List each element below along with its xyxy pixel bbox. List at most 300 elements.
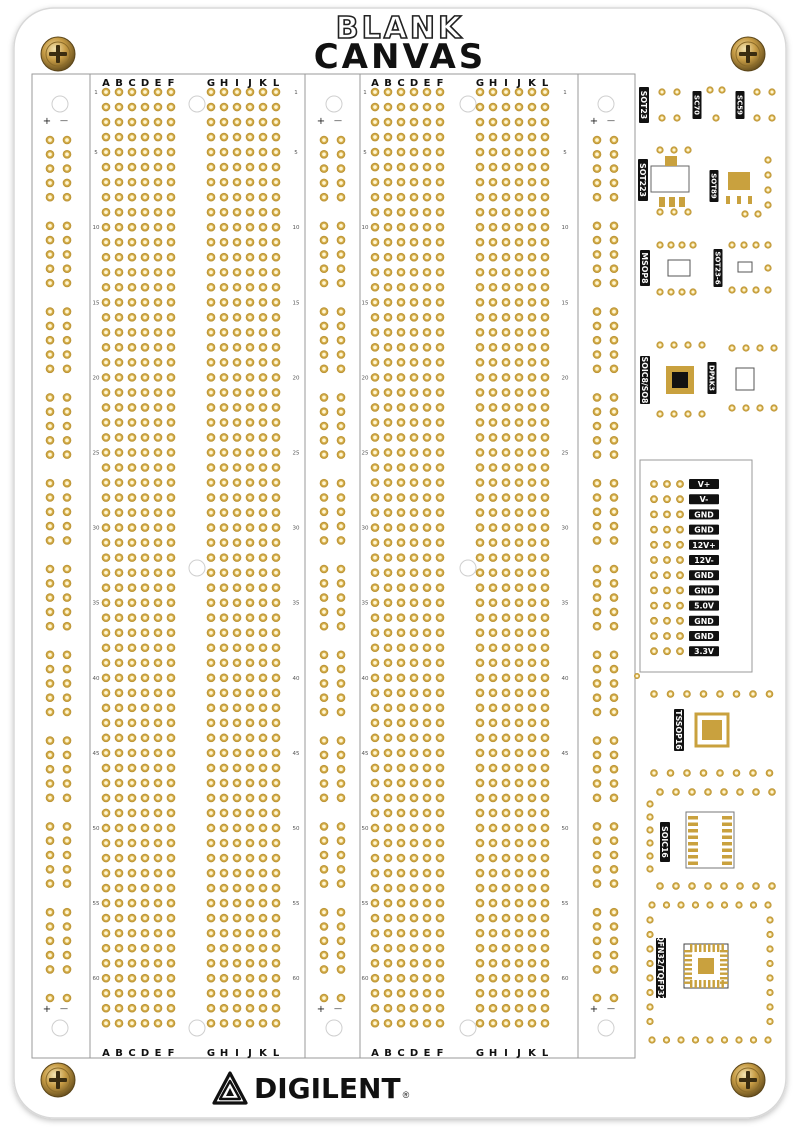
solder-pad <box>102 899 111 908</box>
solder-pad <box>220 448 229 457</box>
solder-pad <box>272 403 281 412</box>
solder-pad <box>489 448 498 457</box>
solder-pad <box>678 241 685 248</box>
solder-pad <box>436 689 445 698</box>
solder-pad <box>115 839 124 848</box>
solder-pad <box>436 854 445 863</box>
solder-pad <box>476 553 485 562</box>
solder-pad <box>528 448 537 457</box>
rail-minus-sign: — <box>60 116 68 125</box>
solder-pad <box>656 146 663 153</box>
solder-pad <box>476 764 485 773</box>
solder-pad <box>272 598 281 607</box>
solder-pad <box>272 583 281 592</box>
solder-pad <box>663 495 671 503</box>
solder-pad <box>63 508 72 517</box>
solder-pad <box>63 665 72 674</box>
solder-pad <box>541 343 550 352</box>
solder-pad <box>371 523 380 532</box>
solder-pad <box>423 553 432 562</box>
solder-pad <box>764 186 771 193</box>
solder-pad <box>384 283 393 292</box>
solder-pad <box>384 373 393 382</box>
solder-pad <box>220 689 229 698</box>
solder-pad <box>528 463 537 472</box>
solder-pad <box>436 613 445 622</box>
solder-pad <box>593 751 602 760</box>
solder-pad <box>207 779 216 788</box>
solder-pad <box>489 643 498 652</box>
solder-pad <box>233 433 242 442</box>
solder-pad <box>515 253 524 262</box>
solder-pad <box>423 313 432 322</box>
solder-pad <box>102 794 111 803</box>
power-rail-label <box>689 494 719 504</box>
solder-pad <box>320 136 329 145</box>
solder-pad <box>752 882 760 890</box>
solder-pad <box>154 208 163 217</box>
solder-pad <box>410 403 419 412</box>
solder-pad <box>528 358 537 367</box>
solder-pad <box>128 613 137 622</box>
solder-pad <box>476 283 485 292</box>
solder-pad <box>167 704 176 713</box>
solder-pad <box>663 587 671 595</box>
solder-pad <box>704 882 712 890</box>
solder-pad <box>259 914 268 923</box>
solder-pad <box>128 824 137 833</box>
solder-pad <box>63 136 72 145</box>
solder-pad <box>115 118 124 127</box>
solder-pad <box>233 283 242 292</box>
solder-pad <box>246 253 255 262</box>
solder-pad <box>272 899 281 908</box>
solder-pad <box>154 1004 163 1013</box>
solder-pad <box>154 689 163 698</box>
solder-pad <box>371 974 380 983</box>
solder-pad <box>337 665 346 674</box>
solder-pad <box>610 536 619 545</box>
row-number: 45 <box>561 750 569 757</box>
solder-pad <box>410 643 419 652</box>
solder-pad <box>154 433 163 442</box>
solder-pad <box>337 651 346 660</box>
digilent-triangle-icon <box>212 1071 248 1105</box>
soic16-pin <box>688 842 698 846</box>
solder-pad <box>63 164 72 173</box>
solder-pad <box>489 673 498 682</box>
solder-pad <box>259 568 268 577</box>
solder-pad <box>167 1004 176 1013</box>
solder-pad <box>384 403 393 412</box>
solder-pad <box>46 322 55 331</box>
solder-pad <box>259 463 268 472</box>
solder-pad <box>397 253 406 262</box>
solder-pad <box>610 236 619 245</box>
solder-pad <box>528 508 537 517</box>
row-number: 60 <box>92 976 100 983</box>
solder-pad <box>436 538 445 547</box>
solder-pad <box>735 901 742 908</box>
column-letter: E <box>423 78 431 89</box>
solder-pad <box>423 749 432 758</box>
solder-pad <box>337 908 346 917</box>
solder-pad <box>371 854 380 863</box>
solder-pad <box>115 163 124 172</box>
solder-pad <box>663 480 671 488</box>
solder-pad <box>128 764 137 773</box>
solder-pad <box>610 965 619 974</box>
solder-pad <box>410 163 419 172</box>
solder-pad <box>489 989 498 998</box>
solder-pad <box>476 944 485 953</box>
solder-pad <box>167 884 176 893</box>
solder-pad <box>102 929 111 938</box>
solder-pad <box>207 553 216 562</box>
solder-pad <box>515 268 524 277</box>
solder-pad <box>692 1036 699 1043</box>
solder-pad <box>259 178 268 187</box>
solder-pad <box>233 613 242 622</box>
solder-pad <box>102 734 111 743</box>
solder-pad <box>489 493 498 502</box>
solder-pad <box>593 965 602 974</box>
solder-pad <box>115 673 124 682</box>
solder-pad <box>102 553 111 562</box>
solder-pad <box>102 959 111 968</box>
solder-pad <box>610 450 619 459</box>
solder-pad <box>246 854 255 863</box>
solder-pad <box>46 822 55 831</box>
solder-pad <box>246 148 255 157</box>
solder-pad <box>320 565 329 574</box>
solder-pad <box>410 208 419 217</box>
solder-pad <box>423 118 432 127</box>
solder-pad <box>476 824 485 833</box>
solder-pad <box>593 350 602 359</box>
solder-pad <box>115 478 124 487</box>
solder-pad <box>167 403 176 412</box>
solder-pad <box>128 854 137 863</box>
solder-pad <box>528 433 537 442</box>
solder-pad <box>259 208 268 217</box>
solder-pad <box>515 403 524 412</box>
solder-pad <box>502 223 511 232</box>
solder-pad <box>410 1019 419 1028</box>
solder-pad <box>593 937 602 946</box>
solder-pad <box>320 365 329 374</box>
solder-pad <box>423 103 432 112</box>
solder-pad <box>528 568 537 577</box>
solder-pad <box>246 493 255 502</box>
solder-pad <box>207 463 216 472</box>
solder-pad <box>167 373 176 382</box>
solder-pad <box>397 598 406 607</box>
solder-pad <box>502 809 511 818</box>
title-canvas: CANVAS <box>313 37 487 77</box>
solder-pad <box>102 208 111 217</box>
solder-pad <box>384 749 393 758</box>
row-number: 30 <box>561 525 569 532</box>
solder-pad <box>167 989 176 998</box>
mounting-hole <box>460 1020 476 1036</box>
solder-pad <box>650 632 658 640</box>
solder-pad <box>154 508 163 517</box>
solder-pad <box>692 901 699 908</box>
solder-pad <box>502 764 511 773</box>
solder-pad <box>167 163 176 172</box>
solder-pad <box>272 388 281 397</box>
sot89-label <box>709 170 718 202</box>
solder-pad <box>246 1004 255 1013</box>
solder-pad <box>337 794 346 803</box>
rail-plus-sign: + <box>589 1004 599 1015</box>
solder-pad <box>102 448 111 457</box>
solder-pad <box>371 253 380 262</box>
solder-pad <box>46 836 55 845</box>
solder-pad <box>128 508 137 517</box>
solder-pad <box>246 824 255 833</box>
solder-pad <box>102 538 111 547</box>
solder-pad <box>246 283 255 292</box>
solder-pad <box>397 268 406 277</box>
solder-pad <box>502 734 511 743</box>
solder-pad <box>220 1004 229 1013</box>
solder-pad <box>371 328 380 337</box>
solder-pad <box>233 388 242 397</box>
solder-pad <box>141 493 150 502</box>
solder-pad <box>46 736 55 745</box>
solder-pad <box>102 433 111 442</box>
solder-pad <box>541 508 550 517</box>
solder-pad <box>115 613 124 622</box>
solder-pad <box>766 974 773 981</box>
solder-pad <box>541 944 550 953</box>
solder-pad <box>259 854 268 863</box>
solder-pad <box>63 522 72 531</box>
soic16-pin <box>722 849 732 853</box>
solder-pad <box>397 538 406 547</box>
solder-pad <box>233 794 242 803</box>
solder-pad <box>384 493 393 502</box>
row-number: 60 <box>292 976 300 983</box>
solder-pad <box>337 536 346 545</box>
solder-pad <box>541 974 550 983</box>
solder-pad <box>502 328 511 337</box>
solder-pad <box>272 794 281 803</box>
solder-pad <box>541 704 550 713</box>
solder-pad <box>646 989 653 996</box>
solder-pad <box>489 418 498 427</box>
qfn32-pin <box>720 964 728 966</box>
solder-pad <box>259 448 268 457</box>
solder-pad <box>397 989 406 998</box>
solder-pad <box>410 118 419 127</box>
solder-pad <box>141 658 150 667</box>
solder-pad <box>115 298 124 307</box>
solder-pad <box>384 854 393 863</box>
solder-pad <box>476 163 485 172</box>
solder-pad <box>154 133 163 142</box>
solder-pad <box>528 824 537 833</box>
solder-pad <box>610 908 619 917</box>
solder-pad <box>207 358 216 367</box>
solder-pad <box>246 133 255 142</box>
solder-pad <box>337 393 346 402</box>
column-letter: F <box>167 1048 175 1059</box>
solder-pad <box>220 478 229 487</box>
solder-pad <box>397 148 406 157</box>
solder-pad <box>115 238 124 247</box>
solder-pad <box>233 343 242 352</box>
solder-pad <box>410 298 419 307</box>
solder-pad <box>320 493 329 502</box>
solder-pad <box>593 179 602 188</box>
solder-pad <box>233 779 242 788</box>
solder-pad <box>663 556 671 564</box>
rail-minus-sign: — <box>607 116 615 125</box>
solder-pad <box>63 765 72 774</box>
solder-pad <box>46 608 55 617</box>
solder-pad <box>436 238 445 247</box>
solder-pad <box>233 298 242 307</box>
solder-pad <box>233 989 242 998</box>
solder-pad <box>423 193 432 202</box>
solder-pad <box>528 989 537 998</box>
solder-pad <box>167 208 176 217</box>
solder-pad <box>246 583 255 592</box>
solder-pad <box>698 341 705 348</box>
row-number: 40 <box>561 675 569 682</box>
digilent-logo <box>212 1066 409 1110</box>
solder-pad <box>753 114 760 121</box>
solder-pad <box>436 478 445 487</box>
solder-pad <box>207 794 216 803</box>
solder-pad <box>476 929 485 938</box>
solder-pad <box>207 523 216 532</box>
row-number: 35 <box>361 600 369 607</box>
solder-pad <box>610 393 619 402</box>
solder-pad <box>337 264 346 273</box>
solder-pad <box>63 879 72 888</box>
solder-pad <box>128 148 137 157</box>
solder-pad <box>259 809 268 818</box>
solder-pad <box>115 508 124 517</box>
solder-pad <box>167 103 176 112</box>
solder-pad <box>502 313 511 322</box>
solder-pad <box>436 598 445 607</box>
solder-pad <box>320 665 329 674</box>
solder-pad <box>233 749 242 758</box>
solder-pad <box>423 568 432 577</box>
solder-pad <box>128 103 137 112</box>
solder-pad <box>423 929 432 938</box>
solder-pad <box>272 103 281 112</box>
solder-pad <box>128 719 137 728</box>
solder-pad <box>320 322 329 331</box>
solder-pad <box>371 418 380 427</box>
solder-pad <box>610 751 619 760</box>
solder-pad <box>410 839 419 848</box>
column-letter: E <box>423 1048 431 1059</box>
solder-pad <box>246 178 255 187</box>
solder-pad <box>610 264 619 273</box>
solder-pad <box>423 658 432 667</box>
sot89-pin <box>748 196 752 204</box>
power-rail-label <box>689 601 719 611</box>
solder-pad <box>476 989 485 998</box>
solder-pad <box>646 852 653 859</box>
solder-pad <box>337 179 346 188</box>
solder-pad <box>756 404 763 411</box>
solder-pad <box>233 658 242 667</box>
solder-pad <box>220 734 229 743</box>
solder-pad <box>397 463 406 472</box>
column-letter: B <box>115 78 123 89</box>
solder-pad <box>207 328 216 337</box>
solder-pad <box>384 433 393 442</box>
solder-pad <box>593 622 602 631</box>
column-letter: J <box>248 1048 252 1059</box>
solder-pad <box>246 658 255 667</box>
solder-pad <box>154 794 163 803</box>
solder-pad <box>476 959 485 968</box>
solder-pad <box>167 433 176 442</box>
row-number: 55 <box>561 901 569 908</box>
solder-pad <box>167 689 176 698</box>
solder-pad <box>541 313 550 322</box>
solder-pad <box>593 693 602 702</box>
solder-pad <box>141 478 150 487</box>
solder-pad <box>320 608 329 617</box>
solder-pad <box>489 719 498 728</box>
solder-pad <box>320 593 329 602</box>
solder-pad <box>102 118 111 127</box>
solder-pad <box>272 974 281 983</box>
solder-pad <box>167 869 176 878</box>
solder-pad <box>272 869 281 878</box>
solder-pad <box>259 523 268 532</box>
solder-pad <box>246 1019 255 1028</box>
solder-pad <box>154 704 163 713</box>
solder-pad <box>672 882 680 890</box>
solder-pad <box>436 1019 445 1028</box>
solder-pad <box>436 208 445 217</box>
solder-pad <box>541 463 550 472</box>
solder-pad <box>115 704 124 713</box>
solder-pad <box>436 989 445 998</box>
solder-pad <box>154 809 163 818</box>
soic16-pin <box>722 816 732 820</box>
solder-pad <box>476 388 485 397</box>
solder-pad <box>141 764 150 773</box>
solder-pad <box>423 223 432 232</box>
solder-pad <box>515 598 524 607</box>
solder-pad <box>320 479 329 488</box>
solder-pad <box>489 884 498 893</box>
solder-pad <box>337 622 346 631</box>
solder-pad <box>502 929 511 938</box>
solder-pad <box>128 538 137 547</box>
qfn32-pin <box>720 959 728 961</box>
solder-pad <box>528 884 537 893</box>
solder-pad <box>115 689 124 698</box>
solder-pad <box>541 989 550 998</box>
solder-pad <box>371 959 380 968</box>
solder-pad <box>593 236 602 245</box>
solder-pad <box>476 403 485 412</box>
column-letter: D <box>140 78 150 89</box>
